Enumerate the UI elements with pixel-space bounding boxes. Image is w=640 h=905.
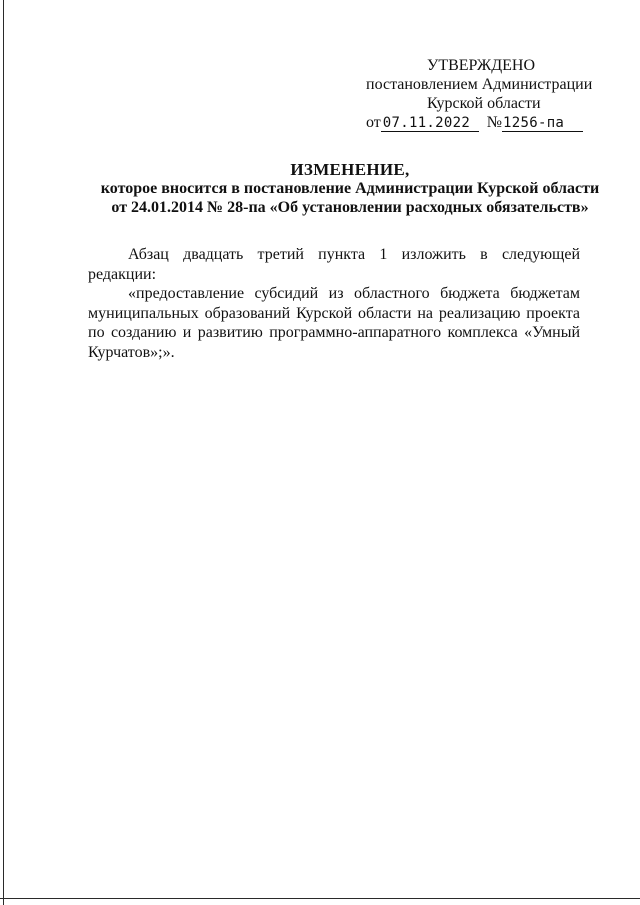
page-bottom-edge xyxy=(0,898,640,899)
document-subtitle-line-2: от 24.01.2014 № 28-па «Об установлении расходных обязательств» xyxy=(111,199,589,216)
approval-stamp xyxy=(360,56,600,132)
approval-from-label: от xyxy=(366,114,381,131)
document-subtitle-line-1: которое вносится в постановление Администрации Курской области xyxy=(100,180,600,197)
approval-date-number xyxy=(360,113,600,132)
approval-issuer: постановлением Администрации xyxy=(366,76,593,93)
approval-number-sign: № xyxy=(486,114,503,131)
approval-number: 1256-па xyxy=(502,116,583,132)
body-paragraph-2: «предоставление субсидий из областного бюджета бюджетам муниципальных образований Курской области на реализацию проекта по созданию и развитию программно-аппаратного комплекса «Умный Курчатов»;». xyxy=(88,285,580,361)
page-left-edge xyxy=(3,0,4,905)
document-title: ИЗМЕНЕНИЕ, xyxy=(290,160,410,179)
approval-title: УТВЕРЖДЕНО xyxy=(427,57,536,74)
approval-region: Курской области xyxy=(427,95,541,112)
document-body xyxy=(88,245,580,362)
approval-date: 07.11.2022 xyxy=(381,116,479,132)
document-heading xyxy=(60,160,640,217)
body-paragraph-1: Абзац двадцать третий пункта 1 изложить в следующей редакции: xyxy=(88,246,580,283)
